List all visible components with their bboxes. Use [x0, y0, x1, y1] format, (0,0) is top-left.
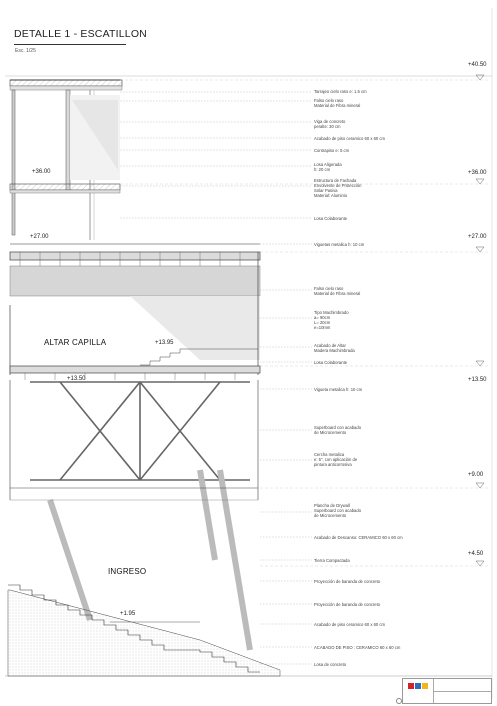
facade-column — [12, 90, 15, 235]
level-40-50-right: +40.50 — [468, 62, 487, 68]
note-viguetas-1: Viguetas metalica h: 10 cm — [314, 242, 365, 247]
note-acabado-piso-2: Acabado de piso ceramico 60 x 60 cm — [314, 622, 385, 627]
slab-13-50 — [10, 366, 260, 373]
level-13-95: +13.95 — [155, 340, 174, 346]
note-losa-colaborante-1: Losa Colaborante — [314, 216, 348, 221]
title-block — [402, 678, 492, 704]
note-falso-cielo-1: Falso cielo raso Material de Fibra mineral — [314, 98, 361, 108]
upper-wall — [66, 90, 70, 190]
logo-mark-blue — [415, 683, 421, 689]
note-tierra: Tierra Compactada — [314, 558, 350, 563]
slab-36 — [10, 184, 120, 190]
note-baranda-2: Proyección de baranda de concreto — [314, 602, 381, 607]
note-baranda-1: Proyección de baranda de concreto — [314, 579, 381, 584]
note-vigueta-2: Vigueta metalica h: 10 cm — [314, 387, 363, 392]
note-acabado-piso-1: Acabado de piso ceramico 60 x 60 cm — [314, 136, 385, 141]
steel-truss — [30, 382, 250, 480]
level-markers — [476, 75, 484, 566]
drawing-scale: Esc. 1/25 — [15, 48, 36, 54]
roof-ceiling — [10, 86, 122, 90]
slab-27 — [10, 252, 260, 260]
room-altar-capilla: ALTAR CAPILLA — [44, 338, 107, 347]
roof-slab — [10, 80, 122, 86]
level-13-50-left: +13.50 — [67, 376, 86, 382]
level-13-50-right: +13.50 — [468, 377, 487, 383]
note-cercha: Cercha metalica e: 5", con aplicación de pintura anticorrosiva — [314, 452, 358, 467]
note-acabado-altar: Acabado de Altar Madera Machimbrada — [314, 343, 355, 353]
note-drywall: Plancha de Drywall Superboard con acabado de Microcemento — [314, 503, 362, 518]
note-acabado-descanso: Acabado de Descanso: CERAMICO 60 x 60 cm — [314, 535, 403, 540]
note-estructura-fachada: Estructura de Fachada Envolvente de Protección Solar Pasiva Material: Aluminio — [314, 178, 362, 198]
note-superboard: Superboard con acabado de Microcemento — [314, 425, 362, 435]
title-block-divider — [433, 691, 491, 692]
level-4-50-right: +4.50 — [468, 551, 484, 557]
level-36-right: +36.00 — [468, 170, 487, 176]
note-losa-aligerada: Losa Aligerada h: 20 cm — [314, 162, 342, 172]
note-viga-concreto: Viga de concreto peralte: 30 cm — [314, 119, 346, 129]
level-27-right: +27.00 — [468, 234, 487, 240]
level-36-left: +36.00 — [32, 169, 51, 175]
note-losa-concreto: Losa de concreto — [314, 662, 347, 667]
logo-mark-yellow — [422, 683, 428, 689]
logo-mark-red — [408, 683, 414, 689]
note-acabado-piso-3: ACABADO DE PISO : CERAMICO 60 x 60 cm — [314, 645, 401, 650]
note-falso-cielo-2: Falso cielo raso Material de Fibra mineral — [314, 286, 361, 296]
level-27-left: +27.00 — [30, 234, 49, 240]
falso-cielo-raso — [10, 266, 260, 296]
leader-lines — [120, 92, 312, 664]
logo-cell — [403, 679, 434, 703]
note-contrapiso: Contrapiso e: 5 cm — [314, 148, 350, 153]
drawing-title: DETALLE 1 - ESCATILLON — [14, 28, 147, 40]
room-ingreso: INGRESO — [108, 567, 147, 576]
level-1-95: +1.95 — [120, 611, 136, 617]
note-losa-colaborante-2: Losa Colaborante — [314, 360, 348, 365]
note-machimbrado: Tipo Machimbrado a= 90cm L= 20cm e=10mm — [314, 310, 349, 330]
sheet-number-icon — [396, 698, 402, 704]
note-tarrajeo: Tarrajeo cielo raso e: 1.5 cm — [314, 89, 367, 94]
level-9-right: +9.00 — [468, 472, 484, 478]
